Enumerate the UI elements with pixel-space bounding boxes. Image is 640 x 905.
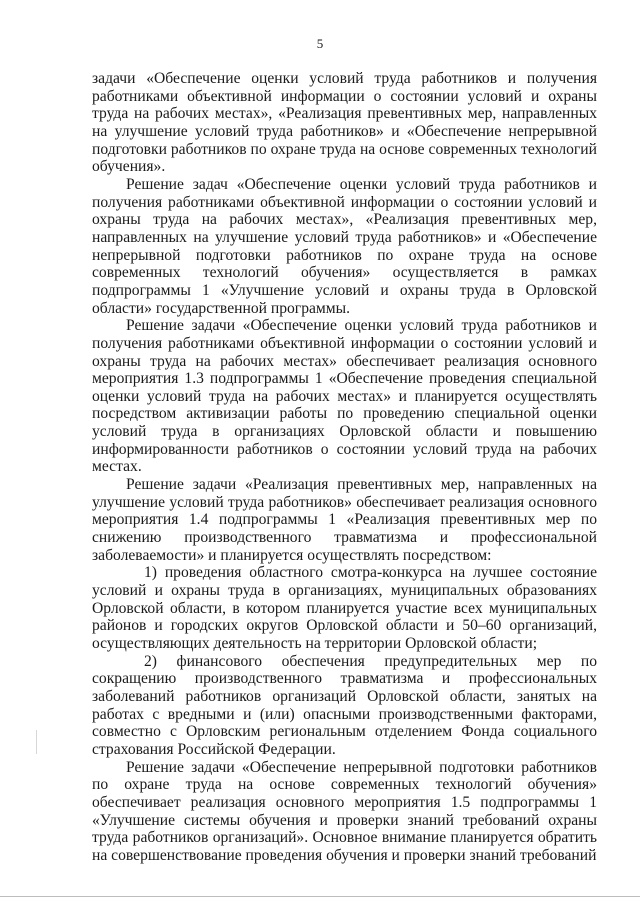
document-body bbox=[92, 70, 597, 865]
scan-artifact-mark bbox=[36, 730, 37, 754]
list-item-financing: 2) финансового обеспечения предупредительных мер по сокращению производственного травматизма и профессиональных заболеваний работников организаций Орловской области, занятых на работах с вредными и (или) опасными производственными факторами, совместно с Орловским региональным отделением Фонда социального страхования Российской Федерации. bbox=[92, 652, 597, 758]
paragraph-continuation: задачи «Обеспечение оценки условий труда работников и получения работниками объективной информации о состоянии условий и охраны труда на рабочих местах», «Реализация превентивных мер, направленных на улучшение условий труда работников» и «Обеспечение непрерывной подготовки работников по охране труда на основе современных технологий обучения». bbox=[92, 70, 597, 176]
paragraph-assessment-task: Решение задачи «Обеспечение оценки условий труда работников и получения работниками объективной информации о состоянии условий и охраны труда на рабочих местах» обеспечивает реализация основного мероприятия 1.3 подпрограммы 1 «Обеспечение проведения специальной оценки условий труда на рабочих местах» и планируется осуществлять посредством активизации работы по проведению специальной оценки условий труда в организациях Орловской области и повышению информированности работников о состоянии условий труда на рабочих местах. bbox=[92, 317, 597, 476]
list-item-contest: 1) проведения областного смотра-конкурса на лучшее состояние условий и охраны труда в организациях, муниципальных образованиях Орловской области, в котором планируется участие всех муниципальных районов и городских округов Орловской области и 50–60 организаций, осуществляющих деятельность на территории Орловской области; bbox=[92, 564, 597, 652]
paragraph-tasks-subprogram: Решение задач «Обеспечение оценки условий труда работников и получения работниками объективной информации о состоянии условий и охраны труда на рабочих местах», «Реализация превентивных мер, направленных на улучшение условий труда работников» и «Обеспечение непрерывной подготовки работников по охране труда на основе современных технологий обучения» осуществляется в рамках подпрограммы 1 «Улучшение условий и охраны труда в Орловской области» государственной программы. bbox=[92, 175, 597, 317]
page-number: 5 bbox=[316, 36, 324, 51]
paragraph-training-task: Решение задачи «Обеспечение непрерывной подготовки работников по охране труда на основе современных технологий обучения» обеспечивает реализация основного мероприятия 1.5 подпрограммы 1 «Улучшение системы обучения и проверки знаний требований охраны труда работников организаций». Основное внимание планируется обратить на совершенствование проведения обучения и проверки знаний требований bbox=[92, 758, 597, 864]
paragraph-preventive-task: Решение задачи «Реализация превентивных мер, направленных на улучшение условий труда работников» обеспечивает реализация основного мероприятия 1.4 подпрограммы 1 «Реализация превентивных мер по снижению производственного травматизма и профессиональной заболеваемости» и планируется осуществлять посредством: bbox=[92, 476, 597, 564]
scan-bottom-edge bbox=[0, 896, 640, 897]
